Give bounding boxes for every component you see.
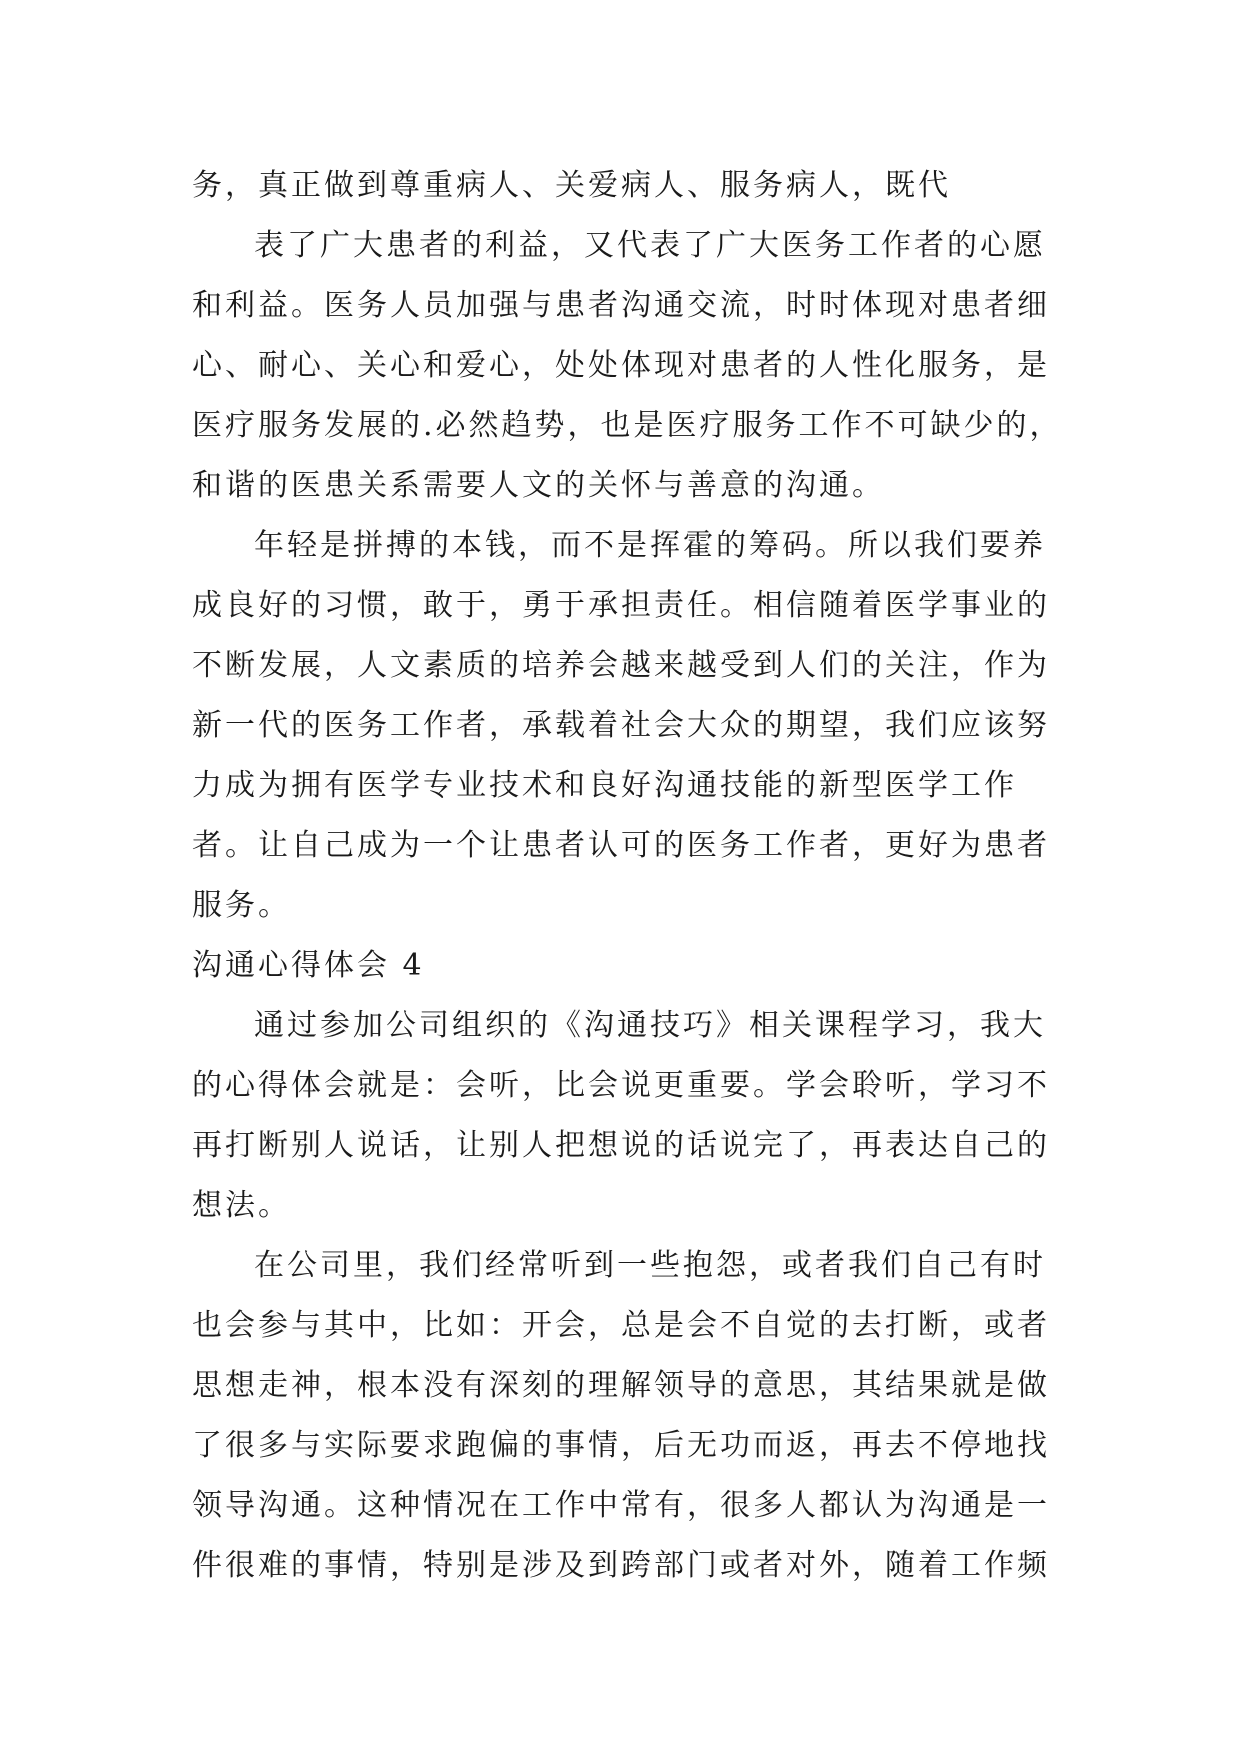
text-line: 医疗服务发展的.必然趋势，也是医疗服务工作不可缺少的， — [192, 408, 1063, 443]
text-line: 和谐的医患关系需要人文的关怀与善意的沟通。 — [192, 468, 885, 503]
text-line: 沟通心得体会 4 — [192, 948, 425, 983]
text-line: 想法。 — [192, 1188, 291, 1223]
text-line: 件很难的事情，特别是涉及到跨部门或者对外，随着工作频 — [192, 1548, 1050, 1583]
text-line: 不断发展，人文素质的培养会越来越受到人们的关注，作为 — [192, 648, 1050, 683]
text-line: 在公司里，我们经常听到一些抱怨，或者我们自己有时 — [254, 1248, 1046, 1283]
text-line: 者。让自己成为一个让患者认可的医务工作者，更好为患者 — [192, 828, 1050, 863]
text-line: 了很多与实际要求跑偏的事情，后无功而返，再去不停地找 — [192, 1428, 1050, 1463]
text-line: 成良好的习惯，敢于，勇于承担责任。相信随着医学事业的 — [192, 588, 1050, 623]
text-line: 心、耐心、关心和爱心，处处体现对患者的人性化服务，是 — [192, 348, 1050, 383]
text-line: 服务。 — [192, 888, 291, 923]
document-body — [192, 156, 1063, 1596]
text-line: 新一代的医务工作者，承载着社会大众的期望，我们应该努 — [192, 708, 1050, 743]
text-line: 领导沟通。这种情况在工作中常有，很多人都认为沟通是一 — [192, 1488, 1050, 1523]
text-line: 表了广大患者的利益，又代表了广大医务工作者的心愿 — [254, 228, 1046, 263]
text-line: 再打断别人说话，让别人把想说的话说完了，再表达自己的 — [192, 1128, 1050, 1163]
text-line: 的心得体会就是：会听，比会说更重要。学会聆听，学习不 — [192, 1068, 1050, 1103]
text-line: 通过参加公司组织的《沟通技巧》相关课程学习，我大 — [254, 1008, 1046, 1043]
text-line: 思想走神，根本没有深刻的理解领导的意思，其结果就是做 — [192, 1368, 1050, 1403]
text-line: 年轻是拼搏的本钱，而不是挥霍的筹码。所以我们要养 — [254, 528, 1046, 563]
text-line: 和利益。医务人员加强与患者沟通交流，时时体现对患者细 — [192, 288, 1050, 323]
text-line: 也会参与其中，比如：开会，总是会不自觉的去打断，或者 — [192, 1308, 1050, 1343]
text-line: 力成为拥有医学专业技术和良好沟通技能的新型医学工作 — [192, 768, 1017, 803]
text-line: 务，真正做到尊重病人、关爱病人、服务病人，既代 — [192, 168, 951, 203]
